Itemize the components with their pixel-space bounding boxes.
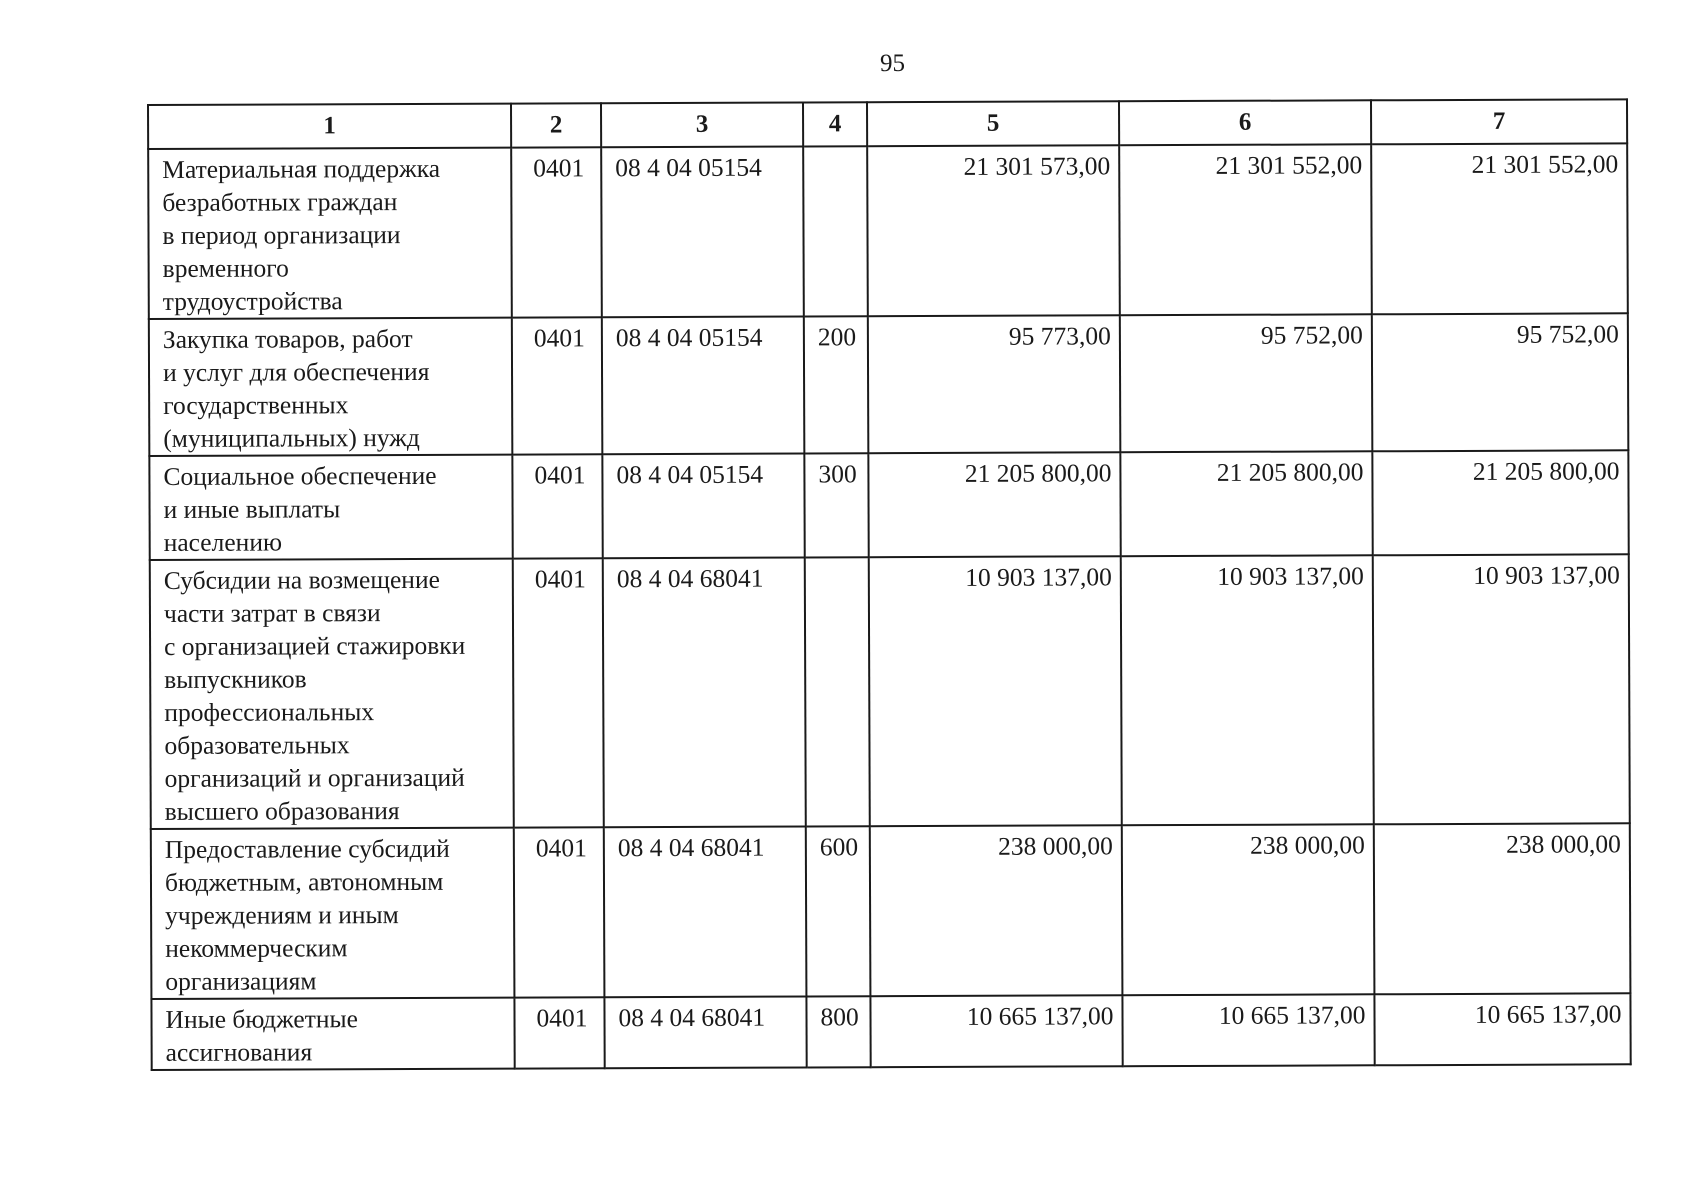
- row-type-cell: 600: [806, 826, 871, 996]
- row-section-cell: 0401: [512, 317, 603, 454]
- row-code-cell: 08 4 04 05154: [602, 453, 804, 558]
- column-header-2: 2: [511, 103, 601, 147]
- row-value-6-cell: 21 301 552,00: [1119, 144, 1372, 315]
- row-name-cell: Закупка товаров, работ и услуг для обеспечения государственных (муниципальных) нужд: [149, 318, 513, 456]
- row-value-5-cell: 21 301 573,00: [867, 145, 1120, 316]
- table-row: [150, 554, 1630, 829]
- column-header-4: 4: [803, 102, 867, 146]
- column-header-3: 3: [601, 102, 803, 147]
- row-value-5-cell: 238 000,00: [870, 825, 1123, 996]
- table-row: [148, 143, 1628, 319]
- row-name-cell: Иные бюджетные ассигнования: [151, 998, 514, 1070]
- row-type-cell: 200: [804, 316, 869, 453]
- row-section-cell: 0401: [514, 997, 604, 1068]
- row-section-cell: 0401: [513, 558, 604, 827]
- row-type-cell: 300: [804, 453, 868, 557]
- row-value-5-cell: 10 903 137,00: [869, 556, 1122, 826]
- row-value-7-cell: 238 000,00: [1374, 823, 1631, 994]
- row-code-cell: 08 4 04 05154: [602, 316, 805, 454]
- page-number: 95: [880, 50, 905, 77]
- row-code-cell: 08 4 04 68041: [604, 826, 807, 997]
- row-value-6-cell: 21 205 800,00: [1120, 451, 1372, 556]
- row-type-cell: 800: [806, 996, 870, 1067]
- row-value-7-cell: 10 665 137,00: [1374, 993, 1630, 1065]
- table-row: [151, 823, 1631, 999]
- row-value-6-cell: 95 752,00: [1120, 314, 1373, 452]
- row-type-cell: [803, 146, 868, 316]
- row-section-cell: 0401: [512, 454, 602, 558]
- table-row: [151, 993, 1630, 1070]
- row-section-cell: 0401: [514, 827, 605, 997]
- row-value-6-cell: 238 000,00: [1122, 824, 1375, 995]
- row-value-5-cell: 21 205 800,00: [868, 452, 1120, 557]
- row-code-cell: 08 4 04 68041: [604, 996, 806, 1068]
- table-row: [149, 313, 1629, 456]
- row-name-cell: Субсидии на возмещение части затрат в связи с организацией стажировки выпускников профессиональных образовательных организаций и организаций высшего образования: [150, 559, 514, 829]
- row-name-cell: Социальное обеспечение и иные выплаты населению: [149, 455, 512, 560]
- row-value-7-cell: 10 903 137,00: [1373, 554, 1630, 824]
- row-code-cell: 08 4 04 68041: [603, 557, 806, 827]
- row-value-5-cell: 10 665 137,00: [870, 995, 1122, 1067]
- row-value-7-cell: 21 205 800,00: [1372, 450, 1628, 555]
- row-value-6-cell: 10 903 137,00: [1121, 555, 1374, 825]
- row-value-7-cell: 21 301 552,00: [1371, 143, 1628, 314]
- table-row: [149, 450, 1628, 560]
- column-header-6: 6: [1119, 100, 1371, 145]
- row-code-cell: 08 4 04 05154: [601, 146, 804, 317]
- row-section-cell: 0401: [511, 147, 602, 317]
- column-header-1: 1: [148, 104, 511, 149]
- row-value-6-cell: 10 665 137,00: [1122, 994, 1374, 1066]
- header-row: [148, 99, 1627, 149]
- row-name-cell: Предоставление субсидий бюджетным, автономным учреждениям и иным некоммерческим организациям: [151, 828, 515, 999]
- column-header-5: 5: [867, 101, 1119, 146]
- budget-table: [147, 98, 1632, 1071]
- row-value-7-cell: 95 752,00: [1372, 313, 1629, 451]
- row-name-cell: Материальная поддержка безработных граждан в период организации временного трудоустройства: [148, 148, 512, 319]
- row-value-5-cell: 95 773,00: [868, 315, 1121, 453]
- row-type-cell: [805, 557, 870, 826]
- column-header-7: 7: [1371, 99, 1627, 144]
